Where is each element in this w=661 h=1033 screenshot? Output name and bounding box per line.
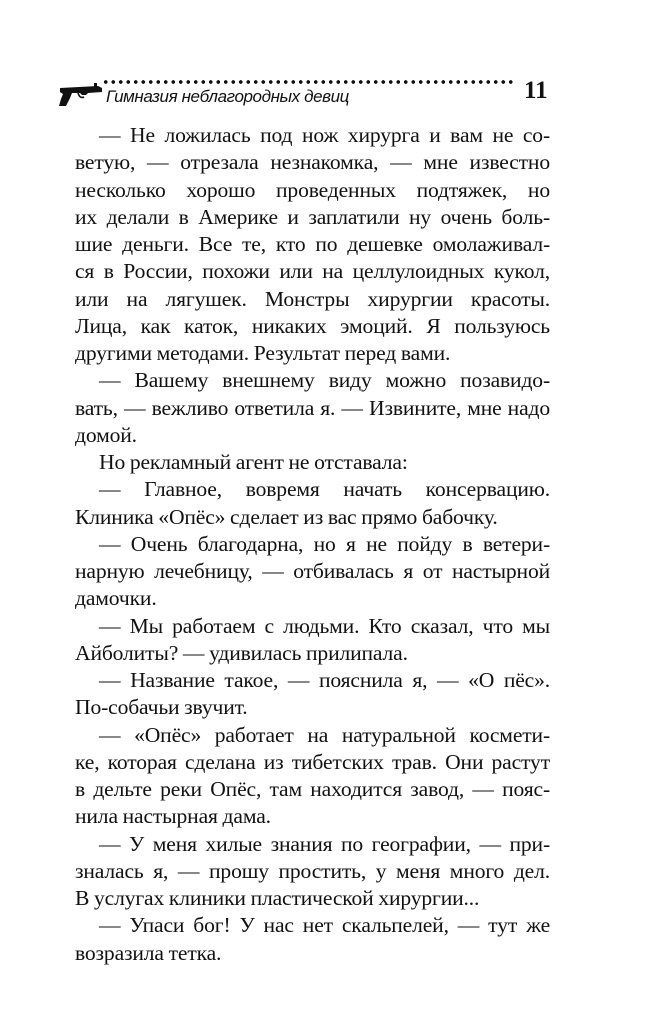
running-header (58, 72, 558, 112)
text-line: — Очень благодарна, но я не пойду в ветери- (99, 531, 550, 556)
text-line: в дельте реки Опёс, там находится завод, — пояс- (75, 777, 550, 801)
text-line: другими методами. Результат перед вами. (75, 341, 451, 365)
text-line: Лица, как каток, никаких эмоций. Я пользуюсь (75, 313, 550, 338)
text-line: ветую, — отрезала незнакомка, — мне известно (75, 150, 550, 175)
text-line: возразила тетка. (75, 940, 222, 965)
text-line: В услугах клиники пластической хирургии... (75, 886, 480, 910)
dotted-rule (102, 78, 516, 86)
paragraph (75, 667, 550, 722)
text-line: По-собачьи звучит. (75, 695, 248, 720)
text-line: Айболиты? — удивилась прилипала. (75, 640, 408, 665)
text-line: — Не ложилась под нож хирурга и вам не со- (99, 123, 550, 147)
text-line: зналась я, — прошу простить, у меня много дел. (75, 858, 550, 883)
text-line: ся в России, похожи или на целлулоидных кукол, (75, 259, 550, 284)
text-line: ке, которая сделана из тибетских трав. Они растут (75, 749, 550, 774)
text-line: — Вашему внешнему виду можно позавидо- (99, 368, 550, 393)
text-line: нила настырная дама. (75, 804, 271, 829)
paragraph (75, 613, 550, 668)
paragraph (75, 531, 550, 613)
pistol-icon (58, 82, 104, 108)
text-line: — Упаси бог! У нас нет скальпелей, — тут же (99, 913, 550, 938)
text-line: шие деньги. Все те, кто по дешевке омолаживал- (75, 232, 550, 256)
text-line: Клиника «Опёс» сделает из вас прямо бабочку. (75, 504, 498, 529)
text-line: — Главное, вовремя начать консервацию. (99, 477, 550, 502)
text-line: или на лягушек. Монстры хирургии красоты. (75, 286, 550, 311)
text-line: домой. (75, 422, 137, 447)
book-title: Гимназия неблагородных девиц (106, 87, 349, 106)
paragraph (75, 722, 550, 831)
text-line: — Мы работаем с людьми. Кто сказал, что мы (99, 613, 550, 638)
paragraph (75, 367, 550, 449)
text-line: вать, — вежливо ответила я. — Извините, мне надо (75, 395, 550, 420)
page-body (75, 122, 550, 967)
text-line: Но рекламный агент не отставала: (99, 450, 408, 474)
text-line: — «Опёс» работает на натуральной космети- (99, 722, 550, 747)
paragraph (75, 449, 550, 476)
paragraph (75, 912, 550, 967)
paragraph (75, 831, 550, 913)
text-line: нарную лечебницу, — отбивалась я от настырной (75, 559, 550, 583)
text-line: несколько хорошо проведенных подтяжек, но (75, 177, 550, 202)
text-line: их делали в Америке и заплатили ну очень боль- (75, 204, 550, 229)
text-line: — У меня хилые знания по географии, — при- (99, 831, 550, 856)
paragraph (75, 476, 550, 531)
page-number: 11 (524, 77, 548, 104)
text-line: — Название такое, — пояснила я, — «О пёс». (99, 668, 550, 692)
paragraph (75, 122, 550, 367)
text-line: дамочки. (75, 586, 157, 611)
